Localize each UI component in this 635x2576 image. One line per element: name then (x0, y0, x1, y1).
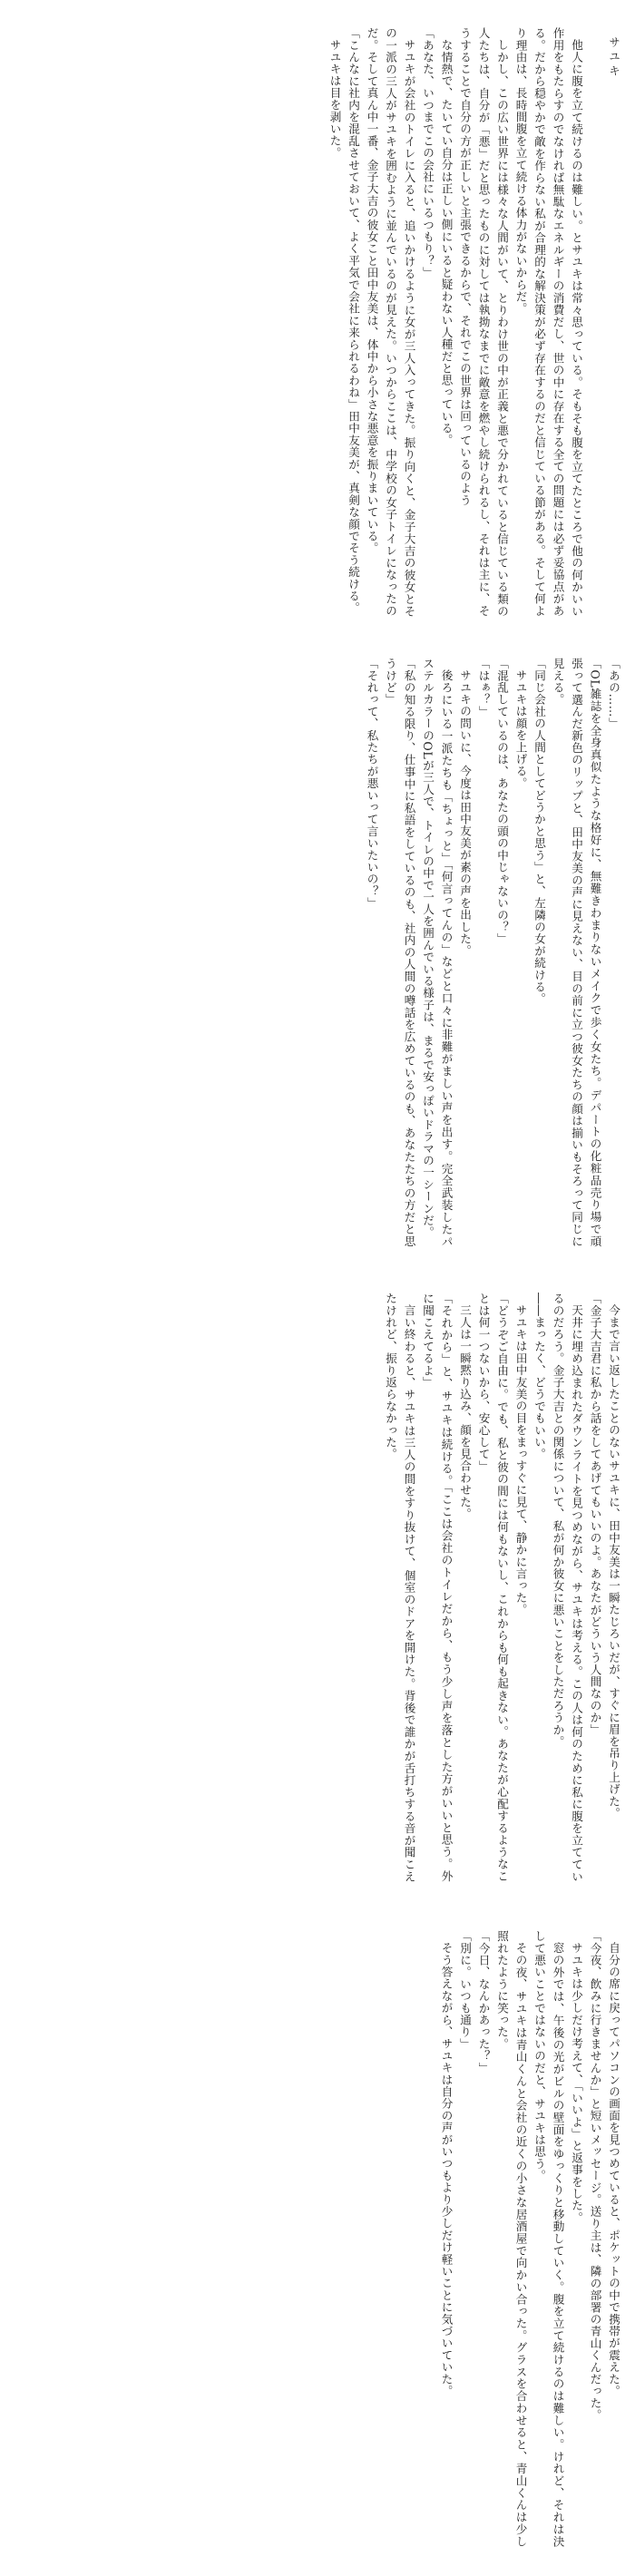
paragraph: サユキの問いに、今度は田中友美が素の声を出した。 (458, 668, 472, 957)
text-block-3 (13, 1293, 622, 1882)
paragraph: 「こんなに社内を混乱させておいて、よく平気で会社に来られるわね」田中友美が、真剣な顔でそう続ける。 (347, 27, 360, 614)
paragraph: サユキが会社のトイレに入ると、追いかけるように女が三人入ってきた。振り向くと、金子大吉の彼女とその一派の三人がサユキを囲むように並んでいるのが見えた。いつからここは、中学校の女子トイレになったのだ。そして真ん中一番、金子大吉の彼女こと田中友美は、体中から小さな悪意を振りまいている。 (365, 27, 416, 617)
paragraph: サユキは顔を上げる。 (513, 668, 528, 789)
paragraph: ――まったく、どうでもいい。 (532, 1293, 546, 1460)
paragraph: 自分の席に戻ってパソコンの画面を見つめていると、ポケットの中で携帯が震えた。 (607, 1941, 620, 2397)
text-block-1 (13, 27, 622, 617)
paragraph: そう答えながら、サユキは自分の声がいつもより少しだけ軽いことに気づいていた。 (439, 1941, 454, 2397)
paragraph: 「私の知る限り、仕事中に私語をしているのも、社内の人間の噂話を広めているのも、あなたたちの方だと思うけど」 (384, 658, 416, 1247)
paragraph: 三人は一瞬黙り込み、顔を見合わせた。 (458, 1303, 472, 1520)
paragraph: 「あなた、いつまでこの会社にいるつもり？」 (421, 27, 435, 279)
paragraph: な情熱で、たいてい自分は正しい側にいると疑わない人種だと思っている。 (439, 38, 454, 446)
paragraph: 窓の外では、午後の光がビルの壁面をゆっくりと移動していく。腹を立て続けるのは難しい。けれど、それは決して悪いことではないのだと、サユキは思う。 (532, 1930, 565, 2547)
paragraph: 「別に。いつも通り」 (458, 1930, 472, 2050)
paragraph: 「同じ会社の人間としてどうかと思う」と、左隣の女が続ける。 (532, 658, 546, 1005)
paragraph: 天井に埋め込まれたダウンライトを見つめながら、サユキは考える。この人は何のために私に腹を立てているのだろう。金子大吉との関係について、私が何か彼女に悪いことをしただろうか。 (551, 1293, 583, 1882)
paragraph: 「金子大吉君に私から話をしてあげてもいいのよ。あなたがどういう人間なのか」 (588, 1293, 602, 1736)
text-block-2 (13, 658, 622, 1247)
paragraph: 「OL雑誌を全身真似たような格好に、無難きわまりないメイクで歩く女たち。デパートの化粧品売り場で頑張って選んだ新色のリップと、田中友美の声に見えない、目の前に立つ彼女たちの顔は揃いもそろって同じに見える。 (551, 658, 602, 1247)
paragraph: 他人に腹を立て続けるのは難しい。とサユキは常々思っている。そもそも腹を立てたところで他の何かいい作用をもたらすのでなければ無駄なエネルギーの消費だし、世の中に存在する全ての問題には必ず妥協点がある。だから穏やかで敵を作らない私が合理的な解決策が必ず存在するのだと信じている節がある。そして何より理由は、長時間腹を立て続ける体力がないからだ。 (513, 27, 583, 617)
paragraph: 「それから」と、サユキは続ける。「ここは会社のトイレだから、もう少し声を落とした方がいいと思う。外に聞こえてるよ」 (421, 1293, 454, 1882)
paragraph: その夜、サユキは青山くんと会社の近くの小さな居酒屋で向かい合った。グラスを合わせると、青山くんは少し照れたように笑った。 (495, 1930, 528, 2547)
paragraph: 後ろにいる一派たちも「ちょっと」「何言ってんの」などと口々に非難がましい声を出す。完全武装したパステルカラーのOLが三人で、トイレの中で一人を囲んでいる様子は、まるで安っぽいドラマの一シーンだ。 (421, 658, 454, 1247)
paragraph: 言い終わると、サユキは三人の間をすり抜けて、個室のドアを開けた。背後で誰かが舌打ちする音が聞こえたけれど、振り返らなかった。 (384, 1293, 416, 1882)
paragraph: 「混乱しているのは、あなたの頭の中じゃないの？」 (495, 658, 509, 945)
paragraph: 「今日、なんかあった？」 (476, 1930, 491, 2074)
paragraph: しかし、この広い世界には様々な人間がいて、とりわけ世の中が正義と悪で分かれていると信じている類の人たちは、自分が「悪」だと思ったものに対しては執拗なまでに敵意を燃やし続けられるし、それは主に、そうすることで自分の方が正しいと主張できるからで、それでこの世界は回っているのよう (458, 27, 509, 617)
chapter-title: サユキ (607, 36, 620, 79)
paragraph: サユキは少しだけ考えて、「いいよ」と返事をした。 (570, 1941, 583, 2224)
paragraph: 「今夜、飲みに行きませんか」と短いメッセージ。送り主は、隣の部署の青山くんだった。 (588, 1930, 602, 2422)
paragraph: サユキは田中友美の目をまっすぐに見て、静かに言った。 (513, 1303, 528, 1615)
spacer (585, 27, 604, 617)
paragraph: 今まで言い返したことのないサユキに、田中友美は一瞬たじろいだが、すぐに眉を吊り上げた。 (607, 1303, 620, 1820)
paragraph: サユキは目を剥いた。 (327, 38, 342, 159)
paragraph: 「あの……」 (607, 658, 620, 730)
text-block-4 (13, 1930, 622, 2547)
paragraph: 「どうぞご自由に。でも、私と彼の間には何もないし、これからも何も起きない。あなたが心配するようなことは何一つないから、安心して」 (476, 1293, 509, 1882)
paragraph: 「はぁ？」 (476, 658, 491, 717)
paragraph: 「それって、私たちが悪いって言いたいの？」 (365, 658, 379, 910)
